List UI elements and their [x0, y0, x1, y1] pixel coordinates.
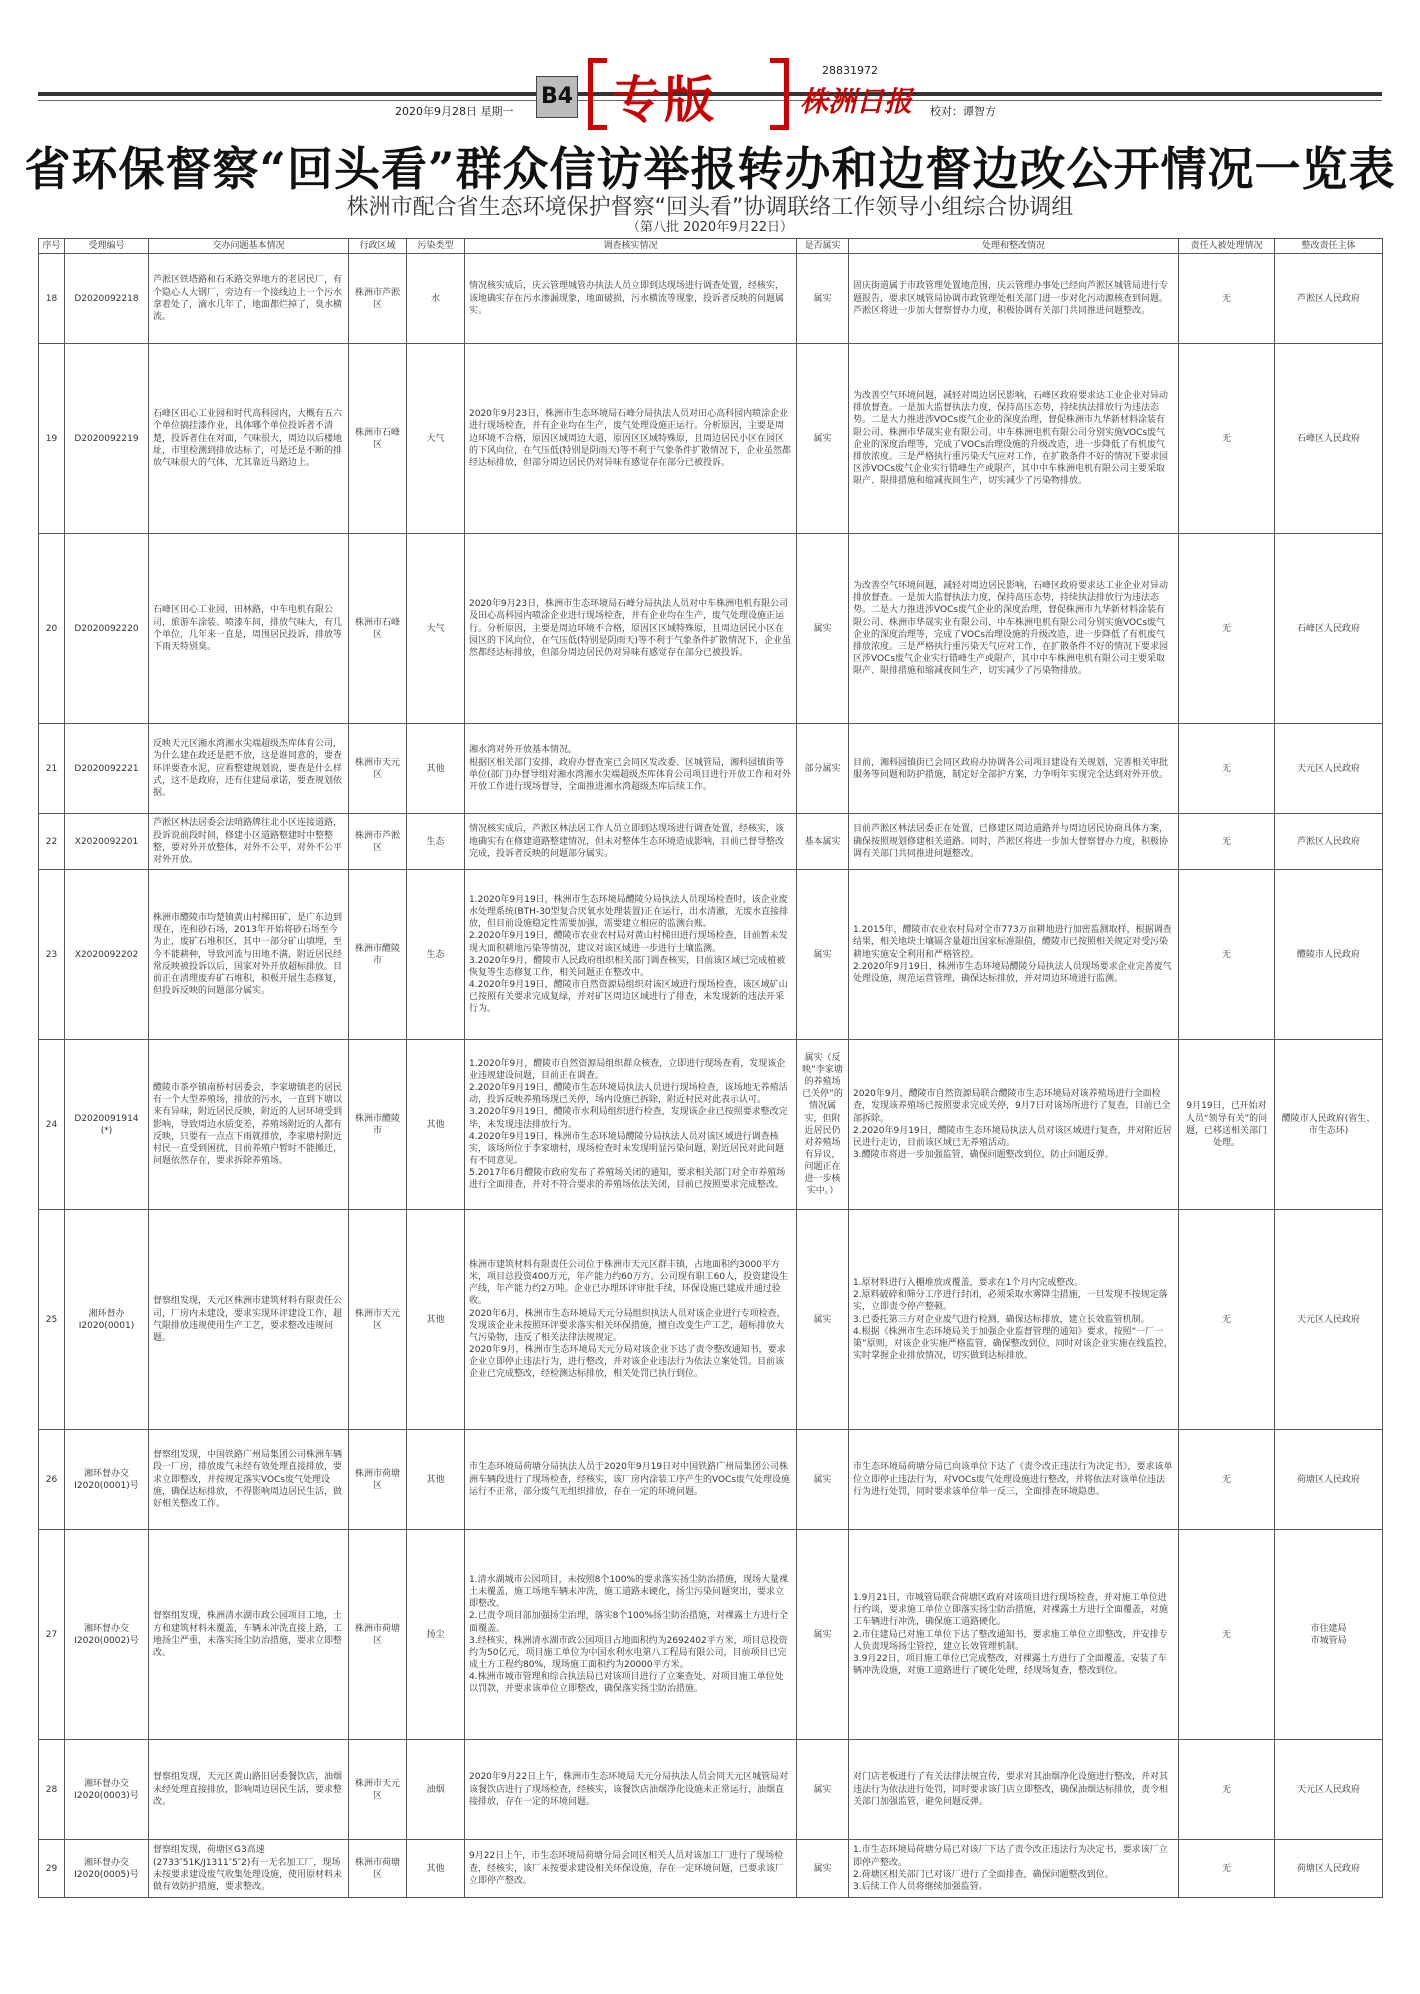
cell-type: 油烟 [407, 1740, 465, 1840]
cell-punished: 无 [1179, 254, 1275, 344]
cell-type: 其他 [407, 1040, 465, 1210]
cell-id: X2020092202 [65, 870, 149, 1040]
cell-rectification: 目前芦淞区林法居委正在处置，已修建区周边道路并与周边居民协商具体方案，确保按照规划修建相关道路。同时，芦淞区将进一步加大督察督办力度，积极协调有关部门共同推进问题整改。 [849, 814, 1179, 870]
cell-rectification: 1.原材料进行入棚堆放或覆盖，要求在1个月内完成整改。 2.原料破碎和筛分工序进行封闭，必须采取水雾降尘措施，一旦发现不按规定落实，立即责令停产整顿。 3.已委托第三方对企业废气进行检测，确保达标排放，建立长效监管机制。 4.根据《株洲市生态环境局关于加强企业监督管理的通知》要求，按照“一厂一策”原则，对该企业实施严格监管，确保整改到位，同时对该企业实施在线监控，实时掌握企业排放情况，切实做到达标排放。 [849, 1210, 1179, 1430]
proofreader: 校对：谭智方 [930, 105, 996, 118]
table-row [39, 1740, 1383, 1840]
cell-verified: 属实 [797, 1430, 849, 1530]
cell-issue: 督察组发现，株洲清水湖市政公园项目工地，土方和建筑材料未覆盖，车辆未冲洗直接上路，工地扬尘严重，未落实扬尘防治措施，要求立即整改。 [149, 1530, 349, 1740]
cell-responsible: 醴陵市人民政府(省生、市生态环) [1275, 1040, 1383, 1210]
cell-issue: 芦淞区林法居委会法哨路牌往北小区连接道路，投诉说前段时间，修建小区道路整建时中整整整，要对外开放整体，对外不公平，对外不公平对外开放。 [149, 814, 349, 870]
cell-responsible: 天元区人民政府 [1275, 1740, 1383, 1840]
cell-id: 湘环督办交 I2020(0001)号 [65, 1430, 149, 1530]
cell-region: 株洲市荷塘区 [349, 1530, 407, 1740]
cell-verified: 属实 [797, 534, 849, 724]
masthead-phone: 28831972 [822, 64, 878, 77]
header-responsible: 整改责任主体 [1275, 239, 1383, 254]
cell-type: 其他 [407, 1210, 465, 1430]
cell-verified: 属实 [797, 1530, 849, 1740]
cell-no: 22 [39, 814, 65, 870]
cell-issue: 督察组发现，中国铁路广州局集团公司株洲车辆段一厂房，排放废气未经有效处理直接排放，要求立即整改，并按规定落实VOCs废气处理设施，确保达标排放，不得影响周边居民生活，做好相关整改工作。 [149, 1430, 349, 1530]
cell-punished: 无 [1179, 870, 1275, 1040]
cell-punished: 无 [1179, 1210, 1275, 1430]
cell-investigation: 1.清水湖城市公园项目，未按照8个100%的要求落实扬尘防治措施，现场大量裸土未覆盖，施工场地车辆未冲洗，施工道路未硬化，扬尘污染问题突出，要求立即整改。 2.已责令项目部加强扬尘治理，落实8个100%扬尘防治措施，对裸露土方进行全面覆盖。 3.经核实，株洲清水湖市政公园项目占地面积约为2692402平方米，项目总投资约为50亿元，项目施工单位为中国水利水电第八工程局有限公司，目前项目已完成土方工程约80%，现场施工面积约为20000平方米。 4.株洲市城市管理和综合执法局已对该项目进行了立案查处，对项目施工单位处以罚款，并要求该单位立即整改，确保落实扬尘防治措施。 [465, 1530, 797, 1740]
cell-punished: 无 [1179, 1530, 1275, 1740]
cell-region: 株洲市天元区 [349, 1740, 407, 1840]
cell-type: 扬尘 [407, 1530, 465, 1740]
cell-id: 湘环督办交 I2020(0002)号 [65, 1530, 149, 1740]
cell-region: 株洲市石峰区 [349, 534, 407, 724]
cell-punished: 无 [1179, 724, 1275, 814]
section-code: B4 [536, 76, 578, 118]
cell-responsible: 石峰区人民政府 [1275, 344, 1383, 534]
cell-issue: 督察组发现，荷塘区G3高速(2733″51K/J1311″5″2)有一无名加工厂，现场未按要求建设废气收集处理设施，使用原材料未做有效防护措施，要求整改。 [149, 1840, 349, 1898]
cell-issue: 石峰区田心工业园，田林路，中车电机有限公司，旅游车涂装、喷漆车间，排放气味大，有几个单位，几年来一直是，周围居民投诉，排放等下雨天特别臭。 [149, 534, 349, 724]
cell-id: D2020091914 (*) [65, 1040, 149, 1210]
batch-date: （第八批 2020年9月22日） [626, 220, 794, 235]
table-row [39, 814, 1383, 870]
cell-verified: 部分属实 [797, 724, 849, 814]
page-title: 省环保督察“回头看”群众信访举报转办和边督边改公开情况一览表 [24, 142, 1396, 196]
cell-id: D2020092221 [65, 724, 149, 814]
cell-no: 18 [39, 254, 65, 344]
table-row [39, 1530, 1383, 1740]
cell-region: 株洲市石峰区 [349, 344, 407, 534]
cell-region: 株洲市荷塘区 [349, 1840, 407, 1898]
cell-issue: 督察组发现，天元区黄山路旧居委餐饮店，油烟未经处理直接排放，影响周边居民生活，要求整改。 [149, 1740, 349, 1840]
cell-punished: 无 [1179, 344, 1275, 534]
cell-rectification: 市生态环境局荷塘分局已向该单位下达了《责令改正违法行为决定书》，要求该单位立即停止违法行为，对VOCs废气处理设施进行整改，并将依法对该单位违法行为进行处罚，同时要求该单位举一反三，全面排查环境隐患。 [849, 1430, 1179, 1530]
cell-responsible: 天元区人民政府 [1275, 1210, 1383, 1430]
cell-type: 其他 [407, 1430, 465, 1530]
cell-no: 27 [39, 1530, 65, 1740]
cell-rectification: 1.2015年，醴陵市农业农村局对全市773万亩耕地进行加密监测取样，根据调查结果，相关地块土壤镉含量超出国家标准限值，醴陵市已按照相关规定对受污染耕地实施安全利用和严格管控。 2.2020年9月19日，株洲市生态环境局醴陵分局执法人员现场要求企业完善废气处理设施，规范运营管理，确保达标排放，并对周边环境进行监测。 [849, 870, 1179, 1040]
cell-investigation: 情况核实成后，芦淞区林法居工作人员立即到达现场进行调查处置，经核实，该地确实有在修建道路整建情况，但未对整体生态环境造成影响，目前已督导整改完成，投诉者反映的问题部分属实。 [465, 814, 797, 870]
cell-region: 株洲市荷塘区 [349, 1430, 407, 1530]
header-type: 污染类型 [407, 239, 465, 254]
cell-verified: 属实 [797, 1740, 849, 1840]
header-no: 序号 [39, 239, 65, 254]
cell-responsible: 石峰区人民政府 [1275, 534, 1383, 724]
cell-no: 21 [39, 724, 65, 814]
cell-verified: 属实 [797, 344, 849, 534]
cell-rectification: 固庆街道属于市政管理处置地范围，庆云管理办事处已经向芦淞区城管局进行专题报告，要求区城管局协调市政管理处相关部门进一步对化污动源核查到问题。芦淞区将进一步加大督察督办力度，积极协调有关部门共同推进问题整改。 [849, 254, 1179, 344]
cell-punished: 无 [1179, 1840, 1275, 1898]
table-row [39, 1430, 1383, 1530]
cell-region: 株洲市醴陵市 [349, 1040, 407, 1210]
cell-no: 28 [39, 1740, 65, 1840]
cell-rectification: 为改善空气环境问题，减轻对周边居民影响，石峰区政府要求达工业企业对异动排放督查。一是加大监督执法力度，保持高压态势，持续执法排放行为违法态势。二是大力推进涉VOCs废气企业的深度治理，督促株洲市九华新材料涂装有限公司、株洲市华晟实业有限公司、中车株洲电机有限公司分别实施VOCs废气企业的深度治理等，完成了VOCs治理设施的升级改造，进一步降低了有机废气排放浓度。三是严格执行重污染天气应对工作，在扩散条件不好的情况下要求园区涉VOCs废气企业实行错峰生产或限产，其中中车株洲电机有限公司主要采取限产、限排措施和缩减夜间生产，切实减少了污染物排放。 [849, 534, 1179, 724]
cell-region: 株洲市天元区 [349, 724, 407, 814]
cell-punished: 9月19日，已开始对人员“领导有关”的问题，已移送相关部门处理。 [1179, 1040, 1275, 1210]
table-row [39, 1840, 1383, 1898]
cell-responsible: 市住建局 市城管局 [1275, 1530, 1383, 1740]
cell-rectification: 1.9月21日，市城管局联合荷塘区政府对该项目进行现场检查，并对施工单位进行约谈，要求施工单位立即落实扬尘防治措施，对裸露土方进行全面覆盖，对施工车辆进行冲洗，确保施工道路硬化。 2.市住建局已对施工单位下达了整改通知书，要求施工单位立即整改，并安排专人负责现场扬尘管控，建立长效管理机制。 3.9月22日，项目施工单位已完成整改，对裸露土方进行了全面覆盖，安装了车辆冲洗设施，对施工道路进行了硬化处理，经现场复查，整改到位。 [849, 1530, 1179, 1740]
header-investigation: 调查核实情况 [465, 239, 797, 254]
cell-type: 大气 [407, 534, 465, 724]
header-rectification: 处理和整改情况 [849, 239, 1179, 254]
cell-rectification: 1.市生态环境局荷塘分局已对该厂下达了责令改正违法行为决定书，要求该厂立即停产整改。 2.荷塘区相关部门已对该厂进行了全面排查，确保问题整改到位。 3.后续工作人员将继续加强监管。 [849, 1840, 1179, 1898]
cell-no: 25 [39, 1210, 65, 1430]
cell-investigation: 2020年9月23日，株洲市生态环境局石峰分局执法人员对中车株洲电机有限公司及田心高科园内喷涂企业进行现场检查，并有企业均在生产，废气处理设施正运行。分析原因，主要是周边环境不合格，原因区区域特殊原，且周边居民小区在园区的下风向位，在气压低(特别是阴雨天)等不利于气象条件扩散情况下，企业虽然都经达标排放，但部分周边居民仍对异味有感觉存在部分已被投诉。 [465, 534, 797, 724]
cell-id: 湘环督办交 I2020(0005)号 [65, 1840, 149, 1898]
table-row [39, 724, 1383, 814]
cell-region: 株洲市天元区 [349, 1210, 407, 1430]
cell-no: 19 [39, 344, 65, 534]
cell-punished: 无 [1179, 1740, 1275, 1840]
cell-no: 23 [39, 870, 65, 1040]
cell-investigation: 2020年9月22日上午，株洲市生态环境局天元分局执法人员会同天元区城管局对该餐饮店进行了现场检查，经核实，该餐饮店油烟净化设施未正常运行，油烟直接排放，存在一定的环境问题。 [465, 1740, 797, 1840]
header-verified: 是否属实 [797, 239, 849, 254]
cell-type: 生态 [407, 814, 465, 870]
header-region: 行政区域 [349, 239, 407, 254]
cell-responsible: 芦淞区人民政府 [1275, 254, 1383, 344]
cell-responsible: 天元区人民政府 [1275, 724, 1383, 814]
table-row [39, 1040, 1383, 1210]
cell-investigation: 2020年9月23日，株洲市生态环境局石峰分局执法人员对田心高科园内喷涂企业进行现场检查，并有企业均在生产，废气处理设施正运行。分析原因，主要是周边环境不合格，原因区域周边大道，原因区区域特殊原，且周边居民小区在园区的下风向位，在气压低(特别是阴雨天)等不利于气象条件扩散情况下，企业虽然都经达标排放，但部分周边居民仍对异味有感觉存在部分已被投诉。 [465, 344, 797, 534]
cell-investigation: 1.2020年9月，醴陵市自然资源局组织群众核查，立即进行现场查看，发现该企业违规建设问题，目前正在调查。 2.2020年9月19日，醴陵市生态环境局执法人员进行现场检查，该场地无养殖活动，投诉反映养殖场现已关停，场内设施已拆除，附近村民对此表示认可。 3.2020年9月19日，醴陵市水利局组织进行检查，发现该企业已按照要求整改完毕，未发现违法排放行为。 4.2020年9月19日，株洲市生态环境局醴陵分局执法人员对该区域进行调查核实，该场所位于李家塘村，现场检查时未发现明显污染问题，附近居民对此问题有不同意见。 5.2017年6月醴陵市政府发布了养殖场关闭的通知，要求相关部门对全市养殖场进行全面排查，并对不符合要求的养殖场依法关闭，目前已按照要求完成整改。 [465, 1040, 797, 1210]
cell-responsible: 荷塘区人民政府 [1275, 1430, 1383, 1530]
cell-no: 20 [39, 534, 65, 724]
cell-verified: 属实 [797, 1210, 849, 1430]
cell-verified: 属实 [797, 254, 849, 344]
table-row [39, 870, 1383, 1040]
cell-responsible: 荷塘区人民政府 [1275, 1840, 1383, 1898]
table-row [39, 344, 1383, 534]
cell-verified: 属实 [797, 1840, 849, 1898]
cell-issue: 株洲市醴陵市均楚镇黄山村梯田矿，是广东边到现在，连和砂石场，2013年开始将砂石场至今为止，废矿石堆积区，其中一部分矿山填埋，至今不能耕种，导致河流与田地不满，附近居民经常反映被投诉以后，国家对外开放超标排放。目前正在清理废弃矿石堆积，积极开展生态修复，但投诉反映的问题部分属实。 [149, 870, 349, 1040]
cell-responsible: 芦淞区人民政府 [1275, 814, 1383, 870]
cell-id: D2020092219 [65, 344, 149, 534]
cell-region: 株洲市芦淞区 [349, 254, 407, 344]
section-bracket-left [588, 58, 607, 130]
cell-responsible: 醴陵市人民政府 [1275, 870, 1383, 1040]
masthead-date: 2020年9月28日 星期一 [395, 105, 514, 118]
cell-no: 24 [39, 1040, 65, 1210]
cell-type: 生态 [407, 870, 465, 1040]
cell-region: 株洲市芦淞区 [349, 814, 407, 870]
complaint-table [38, 238, 1383, 1898]
cell-type: 水 [407, 254, 465, 344]
page-subtitle: 株洲市配合省生态环境保护督察“回头看”协调联络工作领导小组综合协调组 [346, 195, 1074, 220]
cell-issue: 督察组发现，天元区株洲市建筑材料有限责任公司，厂房内未建设，要求实现环评建设工作，超气限排放违规使用生产工艺，要求整改违规问题。 [149, 1210, 349, 1430]
cell-investigation: 株洲市建筑材料有限责任公司位于株洲市天元区群丰镇，占地面积约3000平方米，项目总投资400万元，年产能力约60万方。公司现有职工60人，投资建设生产线，年产能力约2万吨。企业已办理环评审批手续，环保设施已建成并通过验收。 2020年6月，株洲市生态环境局天元分局组织执法人员对该企业进行专项检查，发现该企业未按照环评要求落实相关环保措施，擅自改变生产工艺，超标排放大气污染物，违反了相关法律法规规定。 2020年9月，株洲市生态环境局天元分局对该企业下达了责令整改通知书，要求企业立即停止违法行为，进行整改，并对该企业违法行为依法立案处罚。目前该企业已完成整改，经检测达标排放，相关处罚已执行到位。 [465, 1210, 797, 1430]
cell-investigation: 湘水湾对外开放基本情况。 根据区相关部门安排，政府办督查室已会同区发改委、区城管局，湘科园镇街等单位(部门)办督导组对湘水湾湘水尖端超级杰库体育公司项目进行开放工作和对外开放工作进行现场督导，全面推进湘水湾超级杰库后续工作。 [465, 724, 797, 814]
cell-punished: 无 [1179, 814, 1275, 870]
cell-no: 26 [39, 1430, 65, 1530]
cell-issue: 反映天元区湘水湾湘水尖端超级杰库体育公司，为什么建在政还是把不放，这是谁同意的，要查环评要查水泥，应看整建规划说，要查是什么样式，这不是政府，还有住建局承诺，要查规划依据。 [149, 724, 349, 814]
cell-verified: 属实 [797, 870, 849, 1040]
cell-type: 其他 [407, 724, 465, 814]
cell-investigation: 9月22日上午，市生态环境局荷塘分局会同区相关人员对该加工厂进行了现场检查，经核实，该厂未按要求建设相关环保设施，存在一定环境问题，已要求该厂立即停产整改。 [465, 1840, 797, 1898]
cell-rectification: 2020年9月，醴陵市自然资源局联合醴陵市生态环境局对该养殖场进行全面检查，发现该养殖场已按照要求完成关停，9月7日对该场所进行了复查，目前已全部拆除。 2.2020年9月19日，醴陵市生态环境局执法人员对该区域进行复查，并对附近居民进行走访，目前该区域已无养殖活动。 3.醴陵市将进一步加强监管，确保问题整改到位，防止问题反弹。 [849, 1040, 1179, 1210]
cell-id: 湘环督办 I2020(0001) [65, 1210, 149, 1430]
cell-type: 大气 [407, 344, 465, 534]
header-id: 受理编号 [65, 239, 149, 254]
cell-rectification: 为改善空气环境问题，减轻对周边居民影响，石峰区政府要求达工业企业对异动排放督查。一是加大监督执法力度，保持高压态势，持续执法排放行为违法态势。二是大力推进涉VOCs废气企业的深度治理，督促株洲市九华新材料涂装有限公司、株洲市华晟实业有限公司、中车株洲电机有限公司分别实施VOCs废气企业的深度治理等，完成了VOCs治理设施的升级改造，进一步降低了有机废气排放浓度。三是严格执行重污染天气应对工作，在扩散条件不好的情况下要求园区涉VOCs废气企业实行错峰生产或限产，其中中车株洲电机有限公司主要采取限产、限排措施和缩减夜间生产，切实减少了污染物排放。 [849, 344, 1179, 534]
cell-id: D2020092220 [65, 534, 149, 724]
cell-verified: 属实（反映“李家塘的养殖场已关停”的情况属实，但附近居民仍对养殖场有异议，问题正在进一步核实中。） [797, 1040, 849, 1210]
header-issue: 交办问题基本情况 [149, 239, 349, 254]
cell-rectification: 目前，湘科园镇街已会同区政府办协调各公司项目建设有关规划，完善相关审批服务等问题和防护措施，制定好全部护方案，力争明年实现完全达到对外开放。 [849, 724, 1179, 814]
section-bracket-right [770, 58, 789, 130]
cell-id: 湘环督办交 I2020(0003)号 [65, 1740, 149, 1840]
cell-verified: 基本属实 [797, 814, 849, 870]
cell-issue: 石峰区田心工业园和时代高科园内，大概有五六个单位搞挂漆作业，具体哪个单位投诉者不清楚，投诉者住在对面，气味很大，周边以后楼地址，市里检测到排放达标了，可是还是不断的排放气味很大的气体，尤其靠近马路边上。 [149, 344, 349, 534]
cell-punished: 无 [1179, 534, 1275, 724]
cell-issue: 芦淞区铁塔路和石禾路交界地方的老居民厂，有个隐心人大钢厂，旁边有一个接线边上一个污水拿着处了，滴水几年了，地面都烂掉了，臭水横流。 [149, 254, 349, 344]
cell-investigation: 1.2020年9月19日，株洲市生态环境局醴陵分局执法人员现场检查时，该企业废水处理系统(BTH-30型复合厌氧水处理装置)正在运行，出水清澈，无废水直接排放，但目前设施稳定性需要加强，需要建立相应的监测台账。 2.2020年9月19日，醴陵市农业农村局对黄山村梯田进行现场检查，目前暂未发现大面积耕地污染等情况，建议对该区域进一步进行土壤监测。 3.2020年9月，醴陵市人民政府组织相关部门调查核实，目前该区域已完成植被恢复等生态修复工作，相关问题正在整改中。 4.2020年9月19日，醴陵市自然资源局组织对该区域进行现场检查，该区域矿山已按照有关要求完成复绿，并对矿区周边区域进行了排查，未发现新的违法开采行为。 [465, 870, 797, 1040]
newspaper-logo: 株洲日报 [800, 85, 913, 118]
cell-region: 株洲市醴陵市 [349, 870, 407, 1040]
cell-punished: 无 [1179, 1430, 1275, 1530]
table-row [39, 254, 1383, 344]
cell-investigation: 情况核实成后，庆云管理城管办执法人员立即到达现场进行调查处置，经核实，该地确实存在污水渗漏现象，地面破损，污水横流等现象，投诉者反映的问题属实。 [465, 254, 797, 344]
cell-no: 29 [39, 1840, 65, 1898]
table-row [39, 534, 1383, 724]
cell-type: 其他 [407, 1840, 465, 1898]
cell-investigation: 市生态环境局荷塘分局执法人员于2020年9月19日对中国铁路广州局集团公司株洲车辆段进行了现场检查，经核实，该厂房内涂装工序产生的VOCs废气处理设施运行不正常，部分废气无组织排放，存在一定的环境问题。 [465, 1430, 797, 1530]
table-header-row [39, 239, 1383, 254]
cell-id: X2020092201 [65, 814, 149, 870]
table-row [39, 1210, 1383, 1430]
header-punished: 责任人被处理情况 [1179, 239, 1275, 254]
cell-rectification: 对门店老板进行了有关法律法规宣传，要求对其油烟净化设施进行整改，并对其违法行为依法进行处罚，同时要求该门店立即整改，确保油烟达标排放，责令相关部门加强监管，避免问题反弹。 [849, 1740, 1179, 1840]
cell-id: D2020092218 [65, 254, 149, 344]
section-title: 专版 [612, 70, 716, 129]
cell-issue: 醴陵市茶亭镇南桥村居委会，李家塘镇老的居民有一个大型养殖场，排放的污水，一直到下塘以来有异味，附近居民反映，附近的人居环境受到影响，导致周边水质变差，养殖场附近的人都有反映，只要有一点点下雨就排放，李家塘村附近村民一直受到困扰，目前养殖户暂时不能搬迁，问题依然存在，要求拆除养殖场。 [149, 1040, 349, 1210]
